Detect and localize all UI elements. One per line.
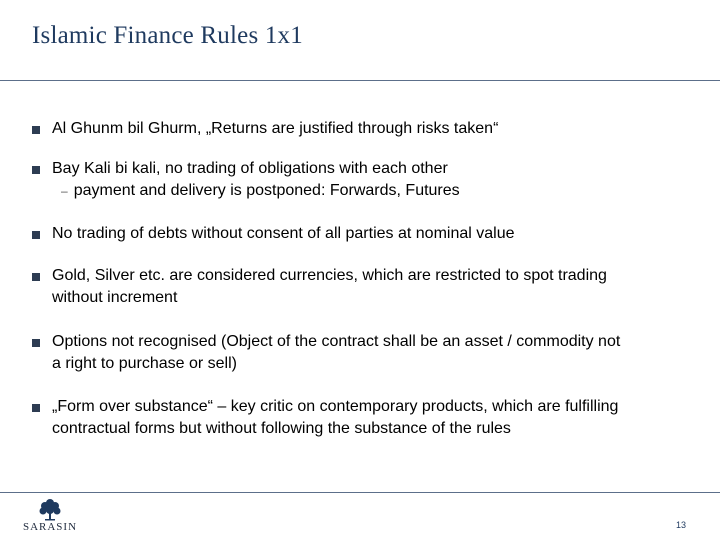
bullet-text: without increment: [52, 289, 178, 306]
dash-bullet-icon: –: [61, 184, 68, 198]
bullet-text: „Form over substance“ – key critic on contemporary products, which are fulfilling: [52, 398, 619, 415]
page-number: 13: [676, 520, 687, 530]
logo-text: SARASIN: [22, 521, 78, 533]
square-bullet-icon: [32, 339, 40, 347]
square-bullet-icon: [32, 231, 40, 239]
bullet-text: Options not recognised (Object of the contract shall be an asset / commodity not: [52, 333, 621, 350]
bullet-text: Gold, Silver etc. are considered currencies, which are restricted to spot trading: [52, 267, 607, 284]
sarasin-logo: [14, 497, 86, 537]
bullet-text: Al Ghunm bil Ghurm, „Returns are justified through risks taken“: [52, 120, 499, 137]
footer-divider: [0, 492, 720, 493]
square-bullet-icon: [32, 126, 40, 134]
bullet-text: contractual forms but without following the substance of the rules: [52, 420, 511, 437]
bullet-text: a right to purchase or sell): [52, 355, 237, 372]
slide-title: Islamic Finance Rules 1x1: [32, 22, 303, 49]
square-bullet-icon: [32, 273, 40, 281]
title-divider: [0, 80, 720, 81]
bullet-text: No trading of debts without consent of all parties at nominal value: [52, 225, 515, 242]
tree-icon: [14, 497, 86, 523]
sub-bullet: [52, 180, 702, 202]
bullet-text: Bay Kali bi kali, no trading of obligations with each other: [52, 160, 448, 177]
square-bullet-icon: [32, 404, 40, 412]
square-bullet-icon: [32, 166, 40, 174]
sub-bullet-text: payment and delivery is postponed: Forwards, Futures: [73, 182, 460, 199]
